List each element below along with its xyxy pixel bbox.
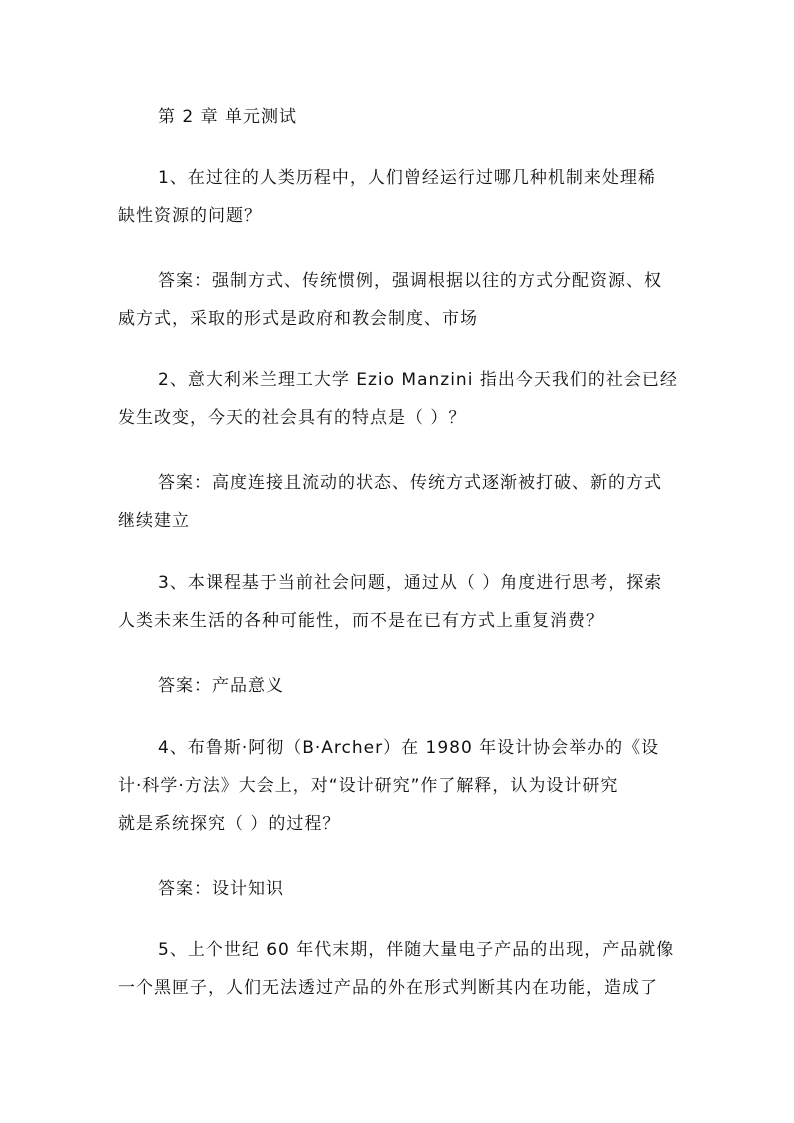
answer-4-line-1: 答案：设计知识 bbox=[158, 879, 284, 899]
question-4-line-3: 就是系统探究（ ）的过程？ bbox=[118, 814, 341, 834]
answer-1-line-1: 答案：强制方式、传统惯例，强调根据以往的方式分配资源、权 bbox=[158, 271, 662, 291]
question-4-line-2: 计·科学·方法》大会上，对“设计研究”作了解释，认为设计研究 bbox=[118, 776, 619, 796]
answer-1 bbox=[118, 262, 678, 338]
question-3 bbox=[118, 564, 678, 640]
chapter-title-text: 第 2 章 单元测试 bbox=[158, 107, 298, 127]
question-5-line-1: 5、上个世纪 60 年代末期，伴随大量电子产品的出现，产品就像 bbox=[158, 940, 675, 960]
question-2-line-2: 发生改变，今天的社会具有的特点是（ ）？ bbox=[118, 408, 467, 428]
question-3-line-1: 3、本课程基于当前社会问题，通过从（ ）角度进行思考，探索 bbox=[158, 573, 663, 593]
question-1 bbox=[118, 159, 678, 235]
question-5 bbox=[118, 931, 678, 1007]
question-1-line-1: 1、在过往的人类历程中，人们曾经运行过哪几种机制来处理稀 bbox=[158, 168, 656, 188]
answer-3 bbox=[158, 667, 678, 705]
question-4 bbox=[118, 729, 678, 843]
question-3-line-2: 人类未来生活的各种可能性，而不是在已有方式上重复消费？ bbox=[118, 611, 604, 631]
answer-2 bbox=[118, 464, 678, 540]
answer-2-line-2: 继续建立 bbox=[118, 511, 190, 531]
question-2 bbox=[118, 361, 678, 437]
question-2-line-1: 2、意大利米兰理工大学 Ezio Manzini 指出今天我们的社会已经 bbox=[158, 370, 678, 390]
answer-1-line-2: 威方式，采取的形式是政府和教会制度、市场 bbox=[118, 309, 478, 329]
question-5-line-2: 一个黑匣子，人们无法透过产品的外在形式判断其内在功能，造成了 bbox=[118, 978, 658, 998]
chapter-title bbox=[158, 98, 678, 136]
question-1-line-2: 缺性资源的问题？ bbox=[118, 206, 262, 226]
answer-2-line-1: 答案：高度连接且流动的状态、传统方式逐渐被打破、新的方式 bbox=[158, 473, 662, 493]
answer-4 bbox=[158, 870, 678, 908]
answer-3-line-1: 答案：产品意义 bbox=[158, 676, 284, 696]
question-4-line-1: 4、布鲁斯·阿彻（B·Archer）在 1980 年设计协会举办的《设 bbox=[158, 738, 660, 758]
